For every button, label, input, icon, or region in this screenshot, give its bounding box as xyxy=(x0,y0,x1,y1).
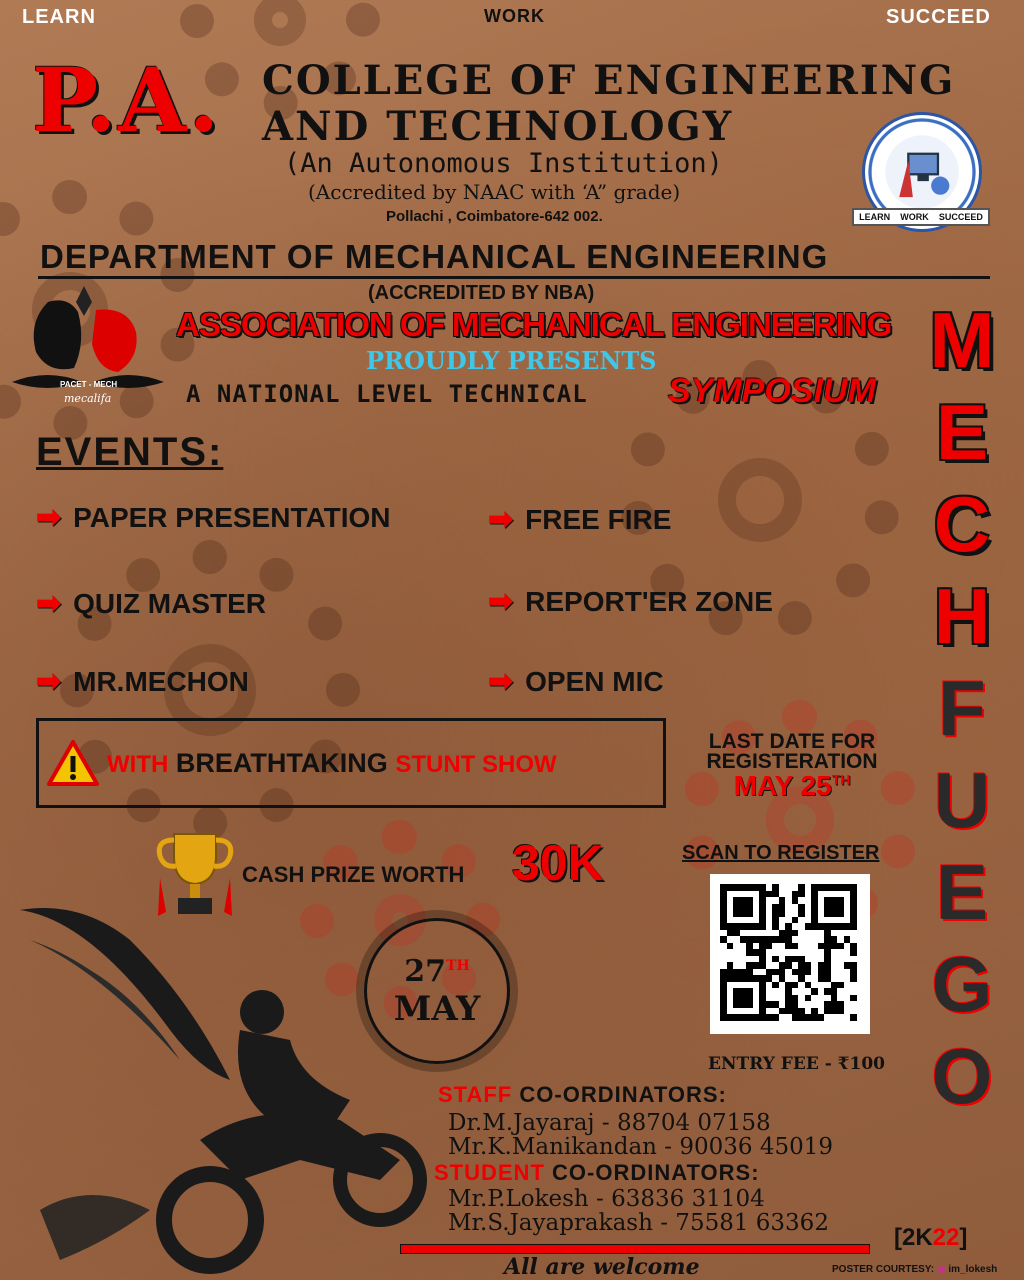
arrow-right-icon: ➡ xyxy=(36,665,62,698)
events-heading: EVENTS: xyxy=(36,430,224,474)
event-mr-mechon xyxy=(36,664,249,699)
motto-learn: LEARN xyxy=(22,6,96,28)
nba-accreditation: (ACCREDITED BY NBA) xyxy=(368,282,595,304)
warning-icon xyxy=(47,740,99,786)
student-coordinators-heading xyxy=(434,1160,760,1186)
event-label: REPORT'ER ZONE xyxy=(525,585,773,617)
logo-banner-work: WORK xyxy=(900,212,929,222)
arrow-right-icon: ➡ xyxy=(488,503,514,536)
stunt-with: WITH xyxy=(107,750,169,778)
event-reporter-zone xyxy=(488,584,773,619)
national-level-text: A NATIONAL LEVEL TECHNICAL xyxy=(186,380,588,408)
stunt-show-banner xyxy=(36,718,666,808)
student-coordinator-2: Mr.S.Jayaprakash - 75581 63362 xyxy=(448,1210,829,1236)
naac-accreditation: (Accredited by NAAC with ‘A” grade) xyxy=(308,180,681,204)
title-letter: F xyxy=(938,664,986,752)
poster-courtesy-handle: im_lokesh xyxy=(948,1264,998,1275)
last-date-line1: LAST DATE FOR xyxy=(708,730,876,753)
arrow-right-icon: ➡ xyxy=(488,665,514,698)
logo-banner-succeed: SUCCEED xyxy=(938,212,983,222)
college-logo-banner xyxy=(852,208,990,226)
cash-prize-amount: 30K xyxy=(512,835,604,891)
event-label: FREE FIRE xyxy=(525,503,672,535)
event-date-suffix: TH xyxy=(446,957,470,974)
footer-red-bar xyxy=(400,1244,870,1254)
cash-prize-label: CASH PRIZE WORTH xyxy=(242,862,465,887)
college-address: Pollachi , Coimbatore-642 002. xyxy=(386,208,603,225)
event-date-day: 27 xyxy=(404,953,447,989)
association-title: ASSOCIATION OF MECHANICAL ENGINEERING xyxy=(176,306,892,343)
poster-courtesy xyxy=(832,1264,997,1275)
event-quiz-master xyxy=(36,586,266,621)
title-letter: M xyxy=(929,296,995,384)
event-date-month: MAY xyxy=(393,988,481,1029)
edition-year xyxy=(894,1224,967,1252)
stunt-show-text xyxy=(107,748,557,779)
event-free-fire xyxy=(488,502,671,537)
year-close: ] xyxy=(959,1224,968,1251)
title-letter: O xyxy=(931,1032,993,1120)
instagram-icon: ◉ xyxy=(936,1264,946,1275)
year-open: [2K xyxy=(894,1224,933,1251)
event-label: PAPER PRESENTATION xyxy=(73,501,391,533)
staff-heading-rest: CO-ORDINATORS: xyxy=(519,1082,727,1107)
title-letter: E xyxy=(935,848,989,936)
qr-code-icon xyxy=(720,884,860,1021)
registration-deadline-date: MAY 25 xyxy=(733,770,832,801)
title-letter: U xyxy=(933,756,991,844)
staff-coordinators-heading xyxy=(438,1082,727,1108)
association-logo-text: PACET - MECH xyxy=(60,380,118,389)
department-underline xyxy=(38,276,990,279)
motto-succeed: SUCCEED xyxy=(886,6,991,28)
staff-coordinator-1: Dr.M.Jayaraj - 88704 07158 xyxy=(448,1110,771,1136)
last-date-label xyxy=(690,732,894,772)
college-logo xyxy=(852,112,992,230)
entry-fee: ENTRY FEE - ₹100 xyxy=(708,1054,885,1074)
registration-deadline-suffix: TH xyxy=(831,771,851,788)
logo-banner-learn: LEARN xyxy=(859,212,891,222)
college-name-line1: COLLEGE OF ENGINEERING xyxy=(262,57,956,104)
title-letter: C xyxy=(933,480,991,568)
student-heading-rest: CO-ORDINATORS: xyxy=(552,1160,760,1185)
department-title: DEPARTMENT OF MECHANICAL ENGINEERING xyxy=(40,238,829,275)
event-label: MR.MECHON xyxy=(73,665,249,697)
student-coordinator-1: Mr.P.Lokesh - 63836 31104 xyxy=(448,1186,765,1212)
poster-courtesy-label: POSTER COURTESY: xyxy=(832,1264,935,1275)
winged-biker-illustration xyxy=(0,880,440,1280)
stunt-end: STUNT SHOW xyxy=(395,750,557,778)
arrow-right-icon: ➡ xyxy=(36,587,62,620)
vertical-title xyxy=(922,294,1008,1122)
arrow-right-icon: ➡ xyxy=(36,501,62,534)
event-open-mic xyxy=(488,664,664,699)
college-name-line2: AND TECHNOLOGY xyxy=(262,103,734,150)
arrow-right-icon: ➡ xyxy=(488,585,514,618)
scan-to-register-label: SCAN TO REGISTER xyxy=(682,842,880,864)
last-date-line2: REGISTERATION xyxy=(706,750,878,773)
title-letter: G xyxy=(931,940,993,1028)
registration-deadline xyxy=(690,770,894,802)
staff-coordinator-2: Mr.K.Manikandan - 90036 45019 xyxy=(448,1134,834,1160)
motto-work: WORK xyxy=(484,6,545,26)
symposium-text: SYMPOSIUM xyxy=(668,372,876,410)
event-paper-presentation xyxy=(36,500,391,535)
title-letter: H xyxy=(933,572,991,660)
all-are-welcome: All are welcome xyxy=(504,1254,700,1280)
autonomous-label: (An Autonomous Institution) xyxy=(284,148,723,179)
staff-heading-red: STAFF xyxy=(438,1082,513,1107)
stunt-main: BREATHTAKING xyxy=(175,747,388,778)
student-heading-red: STUDENT xyxy=(434,1160,545,1185)
year-red: 22 xyxy=(932,1224,960,1251)
association-logo-script: mecalifa xyxy=(64,392,112,405)
biker-silhouette-icon xyxy=(0,880,440,1280)
registration-qr-code[interactable] xyxy=(710,874,870,1034)
college-initials: P.A. xyxy=(32,48,222,152)
event-label: OPEN MIC xyxy=(525,665,664,697)
event-label: QUIZ MASTER xyxy=(73,587,267,619)
title-letter: E xyxy=(935,388,989,476)
association-logo xyxy=(8,282,170,414)
proudly-presents: PROUDLY PRESENTS xyxy=(366,346,657,375)
